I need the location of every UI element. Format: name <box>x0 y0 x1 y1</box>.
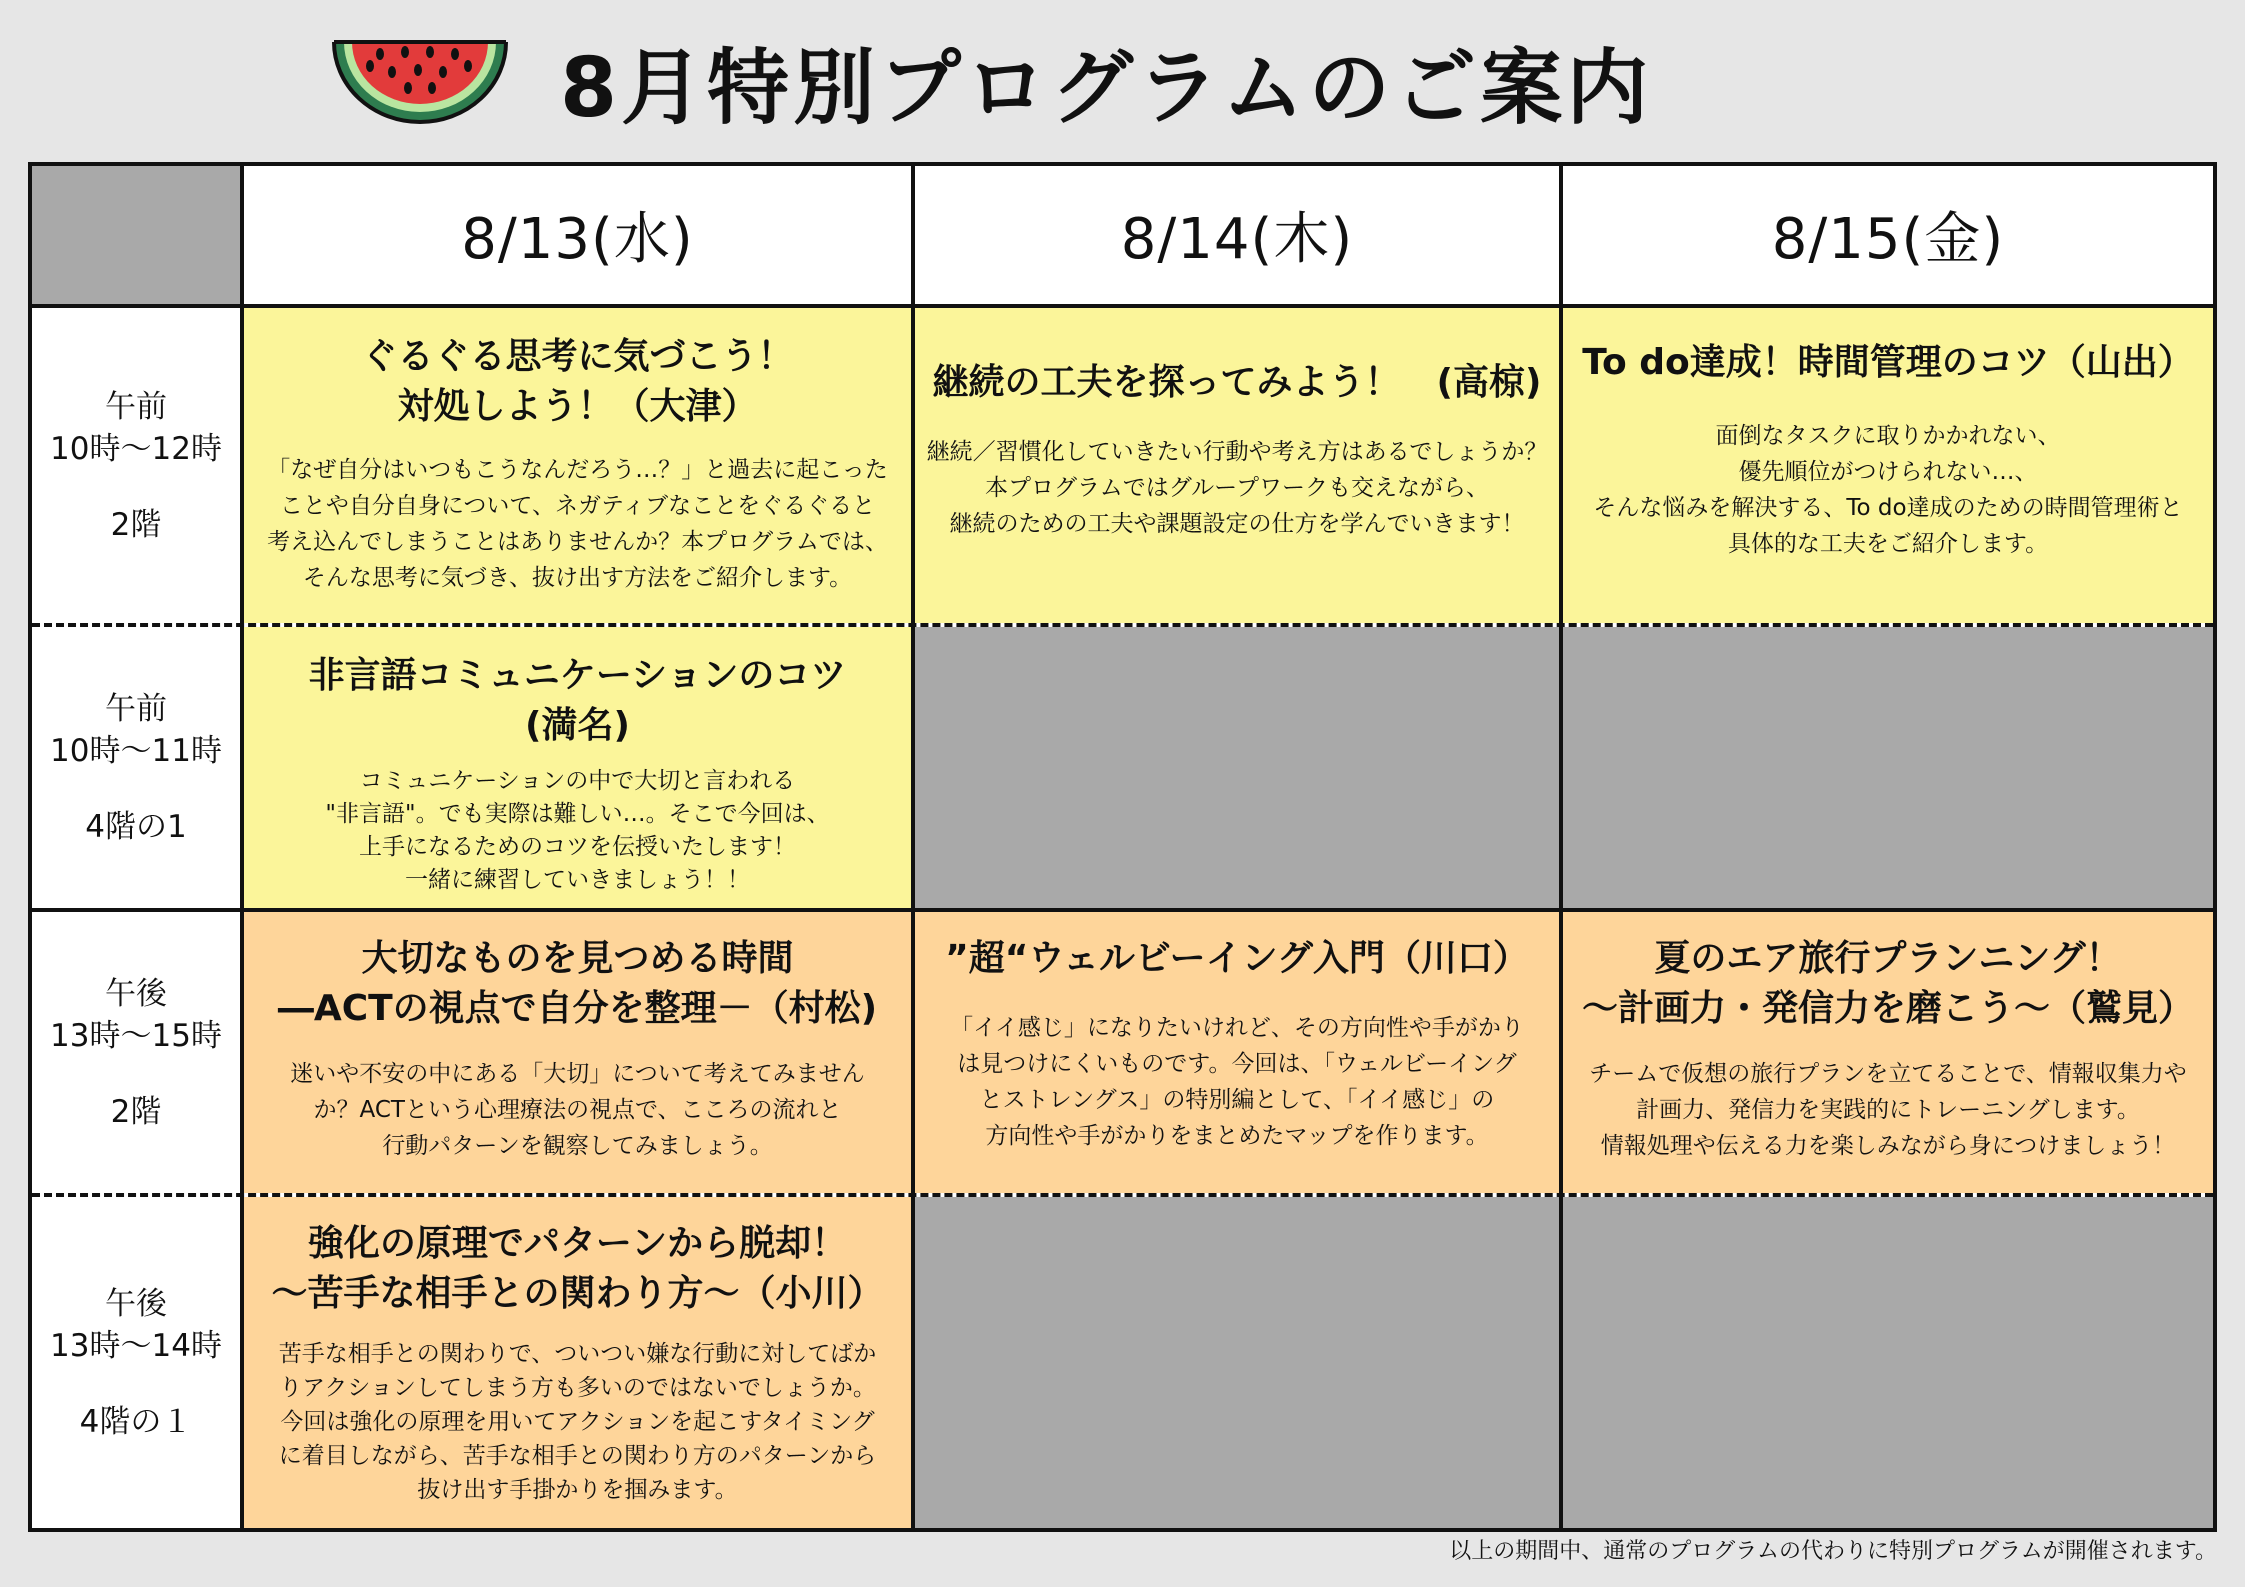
room-label: 4階の１ <box>79 1403 193 1440</box>
empty-cell <box>1563 627 2213 908</box>
program-description: チームで仮想の旅行プランを立てることで、情報収集力や 計画力、発信力を実践的にトレーニングします。 情報処理や伝える力を楽しみながら身につけましょう！ <box>1589 1061 2187 1159</box>
time-label-row1 <box>32 308 240 623</box>
grid-line <box>32 304 2213 308</box>
period-label: 午前 <box>105 388 167 425</box>
program-cell-0815-pm1 <box>1563 912 2213 1193</box>
program-title: 非言語コミュニケーションのコツ (満名) <box>308 655 847 746</box>
program-cell-0814-pm1 <box>915 912 1559 1193</box>
program-description: 面倒なタスクに取りかかれない、 優先順位がつけられない…、 そんな悩みを解決する、To do達成のための時間管理術と 具体的な工夫をご紹介します。 <box>1593 423 2183 557</box>
period-label: 午後 <box>105 975 167 1012</box>
room-label: 4階の1 <box>85 808 187 845</box>
program-title: 大切なものを見つめる時間 ―ACTの視点で自分を整理－（村松) <box>277 938 878 1029</box>
grid-dashed-line <box>32 623 2213 627</box>
time-range: 13時〜15時 <box>50 1017 222 1054</box>
date-header-0813: 8/13(水) <box>244 166 911 304</box>
program-title: ぐるぐる思考に気づこう！ 対処しよう！（大津） <box>361 336 794 427</box>
grid-line <box>240 166 244 1528</box>
program-description: 迷いや不安の中にある「大切」について考えてみません か？ACTという心理療法の視点で、こころの流れと 行動パターンを観察してみましょう。 <box>290 1061 865 1159</box>
grid-line <box>32 908 2213 912</box>
empty-cell <box>915 1197 1559 1528</box>
period-label: 午前 <box>105 690 167 727</box>
time-range: 10時〜12時 <box>50 430 222 467</box>
program-title: To do達成！時間管理のコツ（山出） <box>1582 342 2194 383</box>
footer-note: 以上の期間中、通常のプログラムの代わりに特別プログラムが開催されます。 <box>1449 1539 2217 1564</box>
program-description: 「なぜ自分はいつもこうなんだろう…？」と過去に起こった ことや自分自身について、ネガティブなことをぐるぐると 考え込んでしまうことはありませんか？本プログラムでは、 そんな思考に気づき、抜け出す方法をご紹介します。 <box>267 457 888 591</box>
date-header-0815: 8/15(金) <box>1563 166 2213 304</box>
program-cell-0815-am1 <box>1563 308 2213 623</box>
program-cell-0813-pm2 <box>244 1197 911 1528</box>
program-description: 継続／習慣化していきたい行動や考え方はあるでしょうか？ 本プログラムではグループワークも交えながら、 継続のための工夫や課題設定の仕方を学んでいきます！ <box>926 439 1548 537</box>
program-description: 苦手な相手との関わりで、ついつい嫌な行動に対してばか りアクションしてしまう方も多いのではないでしょうか。 今回は強化の原理を用いてアクションを起こすタイミング に着目しながら、苦手な相手との関わり方のパターンから 抜け出す手掛かりを掴みます。 <box>278 1341 877 1503</box>
grid-line <box>911 166 915 1528</box>
program-title: 強化の原理でパターンから脱却！ 〜苦手な相手との関わり方〜（小川） <box>271 1223 884 1314</box>
time-label-row2 <box>32 627 240 908</box>
corner-cell <box>32 166 240 304</box>
program-description: コミュニケーションの中で大切と言われる "非言語"。でも実際は難しい…。そこで今回は、 上手になるためのコツを伝授いたします！ 一緒に練習していきましょう！！ <box>325 768 830 893</box>
time-label-row3 <box>32 912 240 1193</box>
grid-line <box>1559 166 1563 1528</box>
program-title: 夏のエア旅行プランニング！ 〜計画力・発信力を磨こう〜（鷲見） <box>1581 938 2194 1029</box>
room-label: 2階 <box>110 1093 162 1130</box>
date-header-0814: 8/14(木) <box>915 166 1559 304</box>
page-title: 8月特別プログラムのご案内 <box>560 41 1653 136</box>
time-range: 13時〜14時 <box>50 1327 222 1364</box>
program-title: 継続の工夫を探ってみよう！ (高椋) <box>932 362 1542 403</box>
program-title: ”超“ウェルビーイング入門（川口） <box>945 938 1529 979</box>
program-description: 「イイ感じ」になりたいけれど、その方向性や手がかり は見つけにくいものです。今回は、「ウェルビーイング とストレングス」の特別編として、「イイ感じ」の 方向性や手がかりをまとめたマップを作ります。 <box>950 1015 1524 1149</box>
program-cell-0813-am2 <box>244 627 911 908</box>
watermelon-icon <box>330 36 510 126</box>
grid-dashed-line <box>32 1193 2213 1197</box>
program-cell-0813-pm1 <box>244 912 911 1193</box>
room-label: 2階 <box>110 506 162 543</box>
program-cell-0813-am1 <box>244 308 911 623</box>
empty-cell <box>915 627 1559 908</box>
program-cell-0814-am1 <box>915 308 1559 623</box>
title-bar <box>0 22 2245 152</box>
period-label: 午後 <box>105 1285 167 1322</box>
empty-cell <box>1563 1197 2213 1528</box>
schedule-table <box>28 162 2217 1532</box>
time-range: 10時〜11時 <box>50 732 222 769</box>
time-label-row4 <box>32 1197 240 1528</box>
